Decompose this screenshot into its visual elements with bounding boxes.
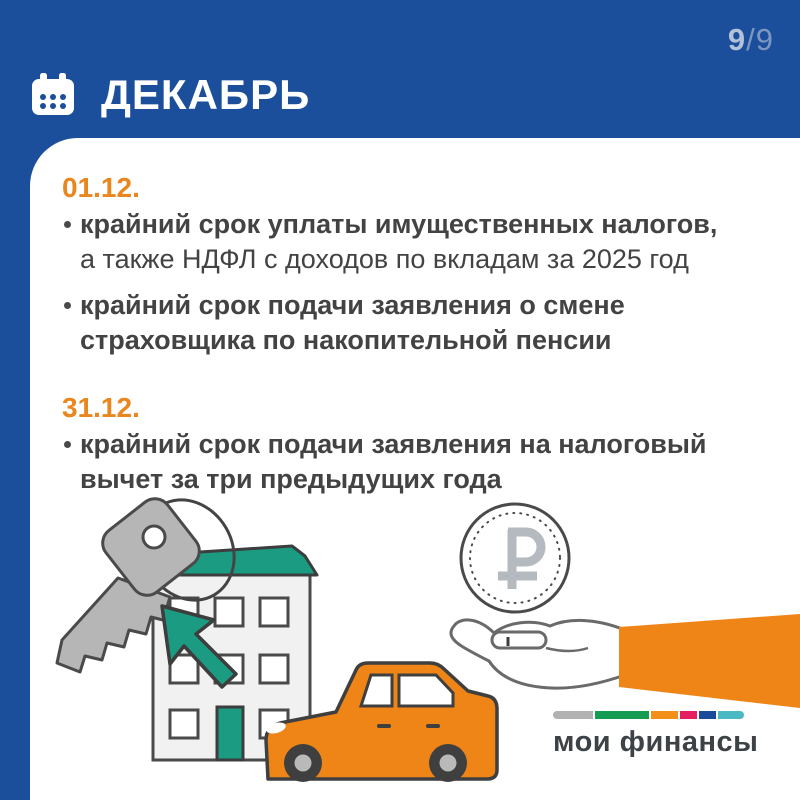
page-counter bbox=[728, 22, 774, 58]
deadline-text-line: крайний срок подачи заявления на налоговый bbox=[80, 429, 707, 459]
page-counter-current: 9 bbox=[727, 22, 747, 57]
logo-bar-segment bbox=[651, 711, 678, 719]
header bbox=[30, 70, 310, 120]
deadline-list bbox=[62, 427, 770, 497]
house-door bbox=[217, 707, 243, 760]
logo-bar-segment bbox=[595, 711, 649, 719]
logo-bar-segment bbox=[553, 711, 593, 719]
logo-text: мои финансы bbox=[553, 726, 759, 758]
sleeve bbox=[619, 614, 800, 708]
page-counter-total: 9 bbox=[755, 22, 774, 57]
list-item bbox=[62, 427, 770, 497]
page-title: ДЕКАБРЬ bbox=[101, 71, 311, 118]
calendar-icon bbox=[30, 73, 76, 117]
list-item bbox=[62, 288, 770, 358]
logo-bar-segment bbox=[680, 711, 697, 719]
logo-bar-segment bbox=[699, 711, 716, 719]
deadline-text-line: крайний срок подачи заявления о смене bbox=[80, 290, 625, 320]
hand-icon bbox=[451, 620, 625, 688]
list-item bbox=[62, 207, 770, 277]
brand-logo bbox=[553, 711, 759, 759]
car-wheel bbox=[429, 744, 467, 782]
deadline-text-line: крайний срок уплаты имущественных налогов, bbox=[80, 209, 718, 239]
car-wheel bbox=[284, 744, 322, 782]
deadline-date: 01.12. bbox=[62, 172, 140, 203]
deadline-text-line: вычет за три предыдущих года bbox=[80, 464, 502, 494]
logo-bar-segment bbox=[718, 711, 744, 719]
hand-finger bbox=[492, 632, 546, 648]
deadline-date: 31.12. bbox=[62, 392, 140, 423]
section-01-12 bbox=[62, 171, 770, 358]
page-counter-separator: / bbox=[746, 22, 756, 57]
ruble-coin-icon bbox=[461, 504, 569, 612]
section-31-12 bbox=[62, 391, 770, 497]
deadline-list bbox=[62, 207, 770, 358]
deadline-text-line: страховщика по накопительной пенсии bbox=[80, 325, 612, 355]
deadline-text-line: а также НДФЛ с доходов по вкладам за 2025 год bbox=[80, 244, 689, 274]
logo-bar bbox=[553, 711, 753, 719]
